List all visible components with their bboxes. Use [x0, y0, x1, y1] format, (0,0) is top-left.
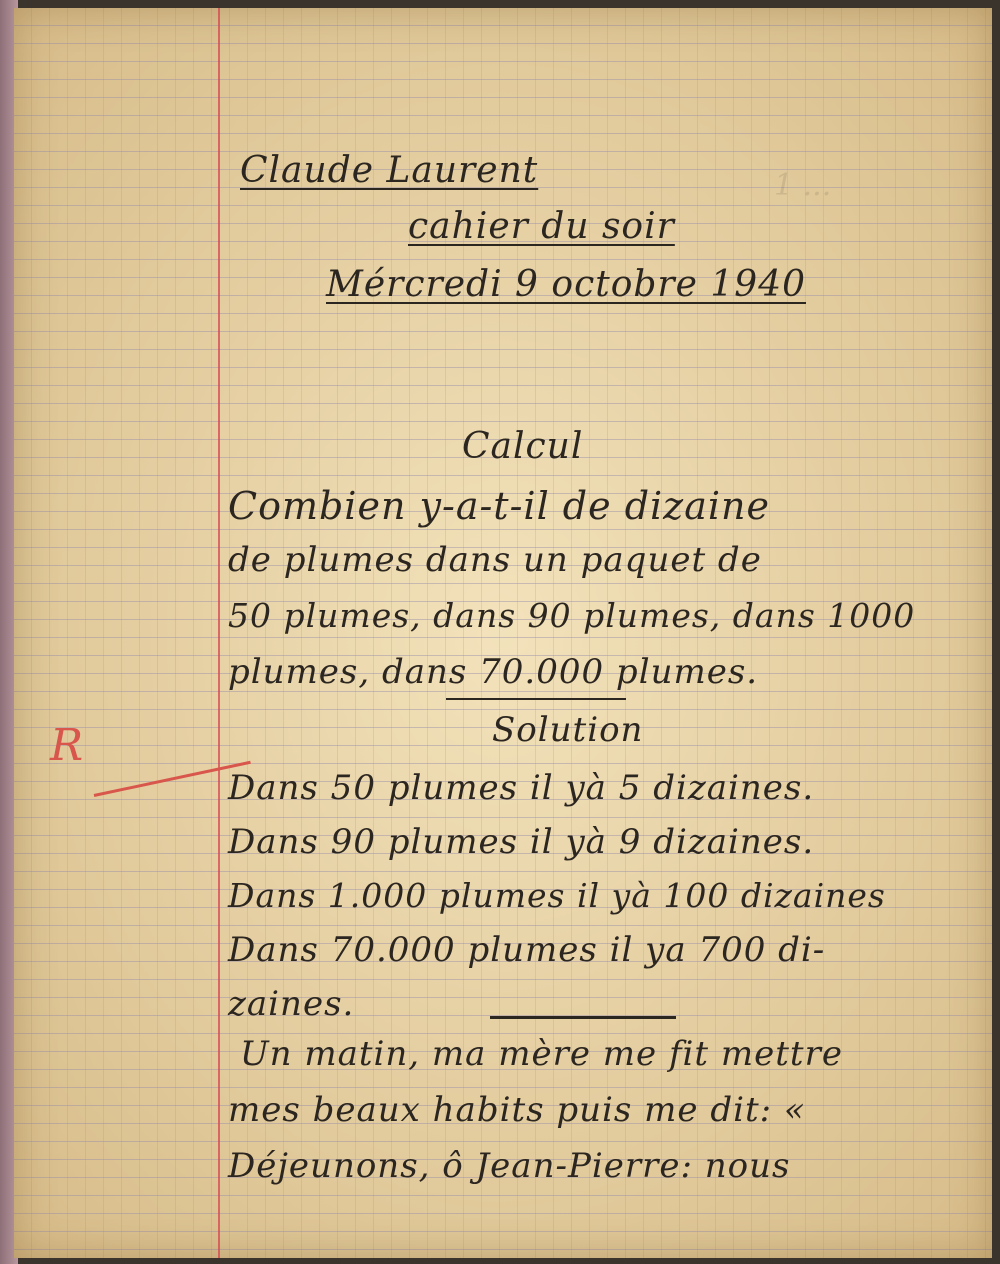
solution-line-2: Dans 90 plumes il yà 9 dizaines. — [228, 822, 815, 862]
dictation-line-2: mes beaux habits puis me dit: « — [228, 1090, 806, 1130]
solution-line-4: Dans 70.000 plumes il ya 700 di- — [228, 930, 826, 970]
problem-line-1: Combien y-a-t-il de dizaine — [228, 484, 770, 528]
section-divider — [490, 1016, 676, 1019]
divider-line — [446, 698, 626, 700]
solution-line-3: Dans 1.000 plumes il yà 100 dizaines — [228, 876, 886, 915]
show-through-text: 1 ... — [774, 168, 832, 203]
entry-date: Mércredi 9 octobre 1940 — [326, 264, 806, 305]
problem-line-2: de plumes dans un paquet de — [228, 540, 762, 580]
problem-line-4: plumes, dans 70.000 plumes. — [228, 652, 759, 692]
solution-title: Solution — [492, 710, 644, 750]
notebook-page — [14, 8, 992, 1258]
dictation-line-3: Déjeunons, ô Jean-Pierre: nous — [228, 1146, 791, 1186]
student-name: Claude Laurent — [240, 150, 539, 191]
problem-line-3: 50 plumes, dans 90 plumes, dans 1000 — [228, 596, 916, 635]
dictation-line-1: Un matin, ma mère me fit mettre — [240, 1034, 843, 1074]
teacher-red-mark: R — [50, 720, 84, 771]
exercise-title: Calcul — [462, 426, 584, 467]
margin-line — [218, 8, 220, 1258]
notebook-title: cahier du soir — [408, 206, 675, 247]
solution-line-1: Dans 50 plumes il yà 5 dizaines. — [228, 768, 815, 808]
solution-line-5: zaines. — [228, 984, 355, 1024]
